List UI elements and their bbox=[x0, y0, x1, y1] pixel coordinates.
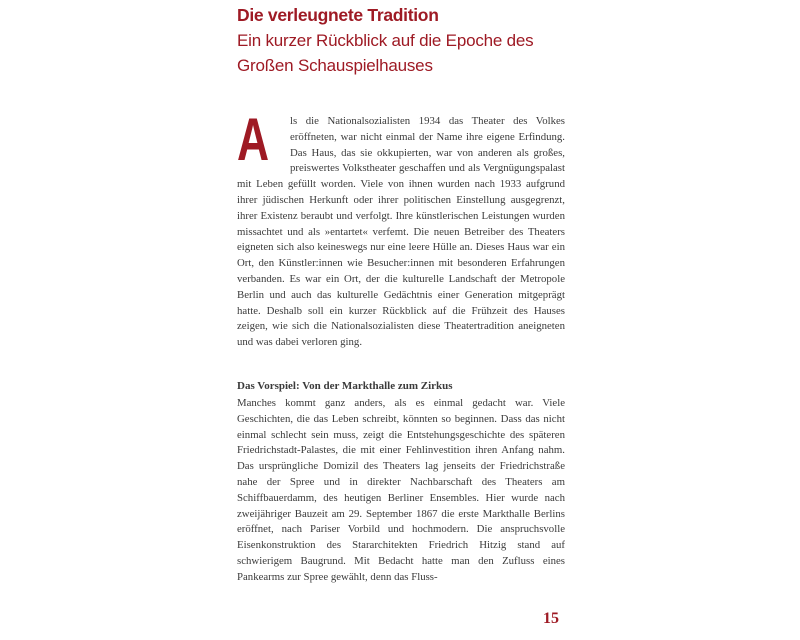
section-heading: Das Vorspiel: Von der Markthalle zum Zirkus bbox=[237, 379, 453, 392]
page-number: 15 bbox=[543, 610, 559, 627]
paragraph-section: Manches kommt ganz anders, als es einmal gedacht war. Viele Geschichten, die das Leben schreibt, könnten so beginnen. Dass das nicht einmal schlecht sein muss, zeigt die Entstehungsgeschichte des späteren Friedrichstadt-Palastes, die mit einer Fehlinvestition ihren Anfang nahm. Das ursprüngliche Domizil des Theaters lag jenseits der Friedrichstraße nahe der Spree und in direkter Nachbarschaft des Theaters am Schiffbauerdamm, des heutigen Berliner Ensembles. Hier wurde nach zweijähriger Bauzeit am 29. September 1867 die erste Markthalle Berlins eröffnet, nach Pariser Vorbild und hochmodern. Die anspruchsvolle Eisenkonstruktion des Stararchitekten Friedrich Hitzig stand auf schwierigem Baugrund. Mit Bedacht hatte man den Zufluss eines Pankearms zur Spree gewählt, denn das Fluss- bbox=[237, 396, 565, 583]
drop-cap-letter: A bbox=[237, 106, 270, 173]
chapter-subtitle: Ein kurzer Rückblick auf die Epoche des Großen Schauspielhauses bbox=[237, 31, 534, 75]
chapter-header bbox=[237, 3, 582, 78]
text-column bbox=[237, 106, 565, 586]
drop-cap-box bbox=[237, 106, 282, 176]
paragraph-opening-text: ls die Nationalsozialisten 1934 das Theater des Volkes eröffneten, war nicht einmal der Name ihre eigene Erfindung. Das Haus, das sie okkupierten, war von anderen als großes, preiswertes Volkstheater geschaffen und als Vergnügungspalast mit Leben gefüllt worden. Viele von ihnen wurden nach 1933 aufgrund ihrer jüdischen Herkunft oder ihrer politischen Einstellung ausgegrenzt, ihrer Existenz beraubt und verfolgt. Ihre künstlerischen Leistungen wurden missachtet und als »entartet« verfemt. Die neuen Betreiber des Theaters eigneten sich also keineswegs nur eine leere Hülle an. Dieses Haus war ein Ort, den Künstler:innen wie Besucher:innen mit besonderen Erfahrungen verbanden. Es war ein Ort, der die kulturelle Landschaft der Metropole Berlin und auch das kulturelle Gedächtnis einer Generation mitgeprägt hatte. Deshalb soll ein kurzer Rückblick auf die Frühzeit des Hauses zeigen, wie sich die Nationalsozialisten diese Theatertradition aneigneten und was dabei verloren ging. bbox=[237, 115, 565, 349]
chapter-title: Die verleugnete Tradition bbox=[237, 5, 439, 25]
paragraph-opening bbox=[237, 106, 565, 351]
